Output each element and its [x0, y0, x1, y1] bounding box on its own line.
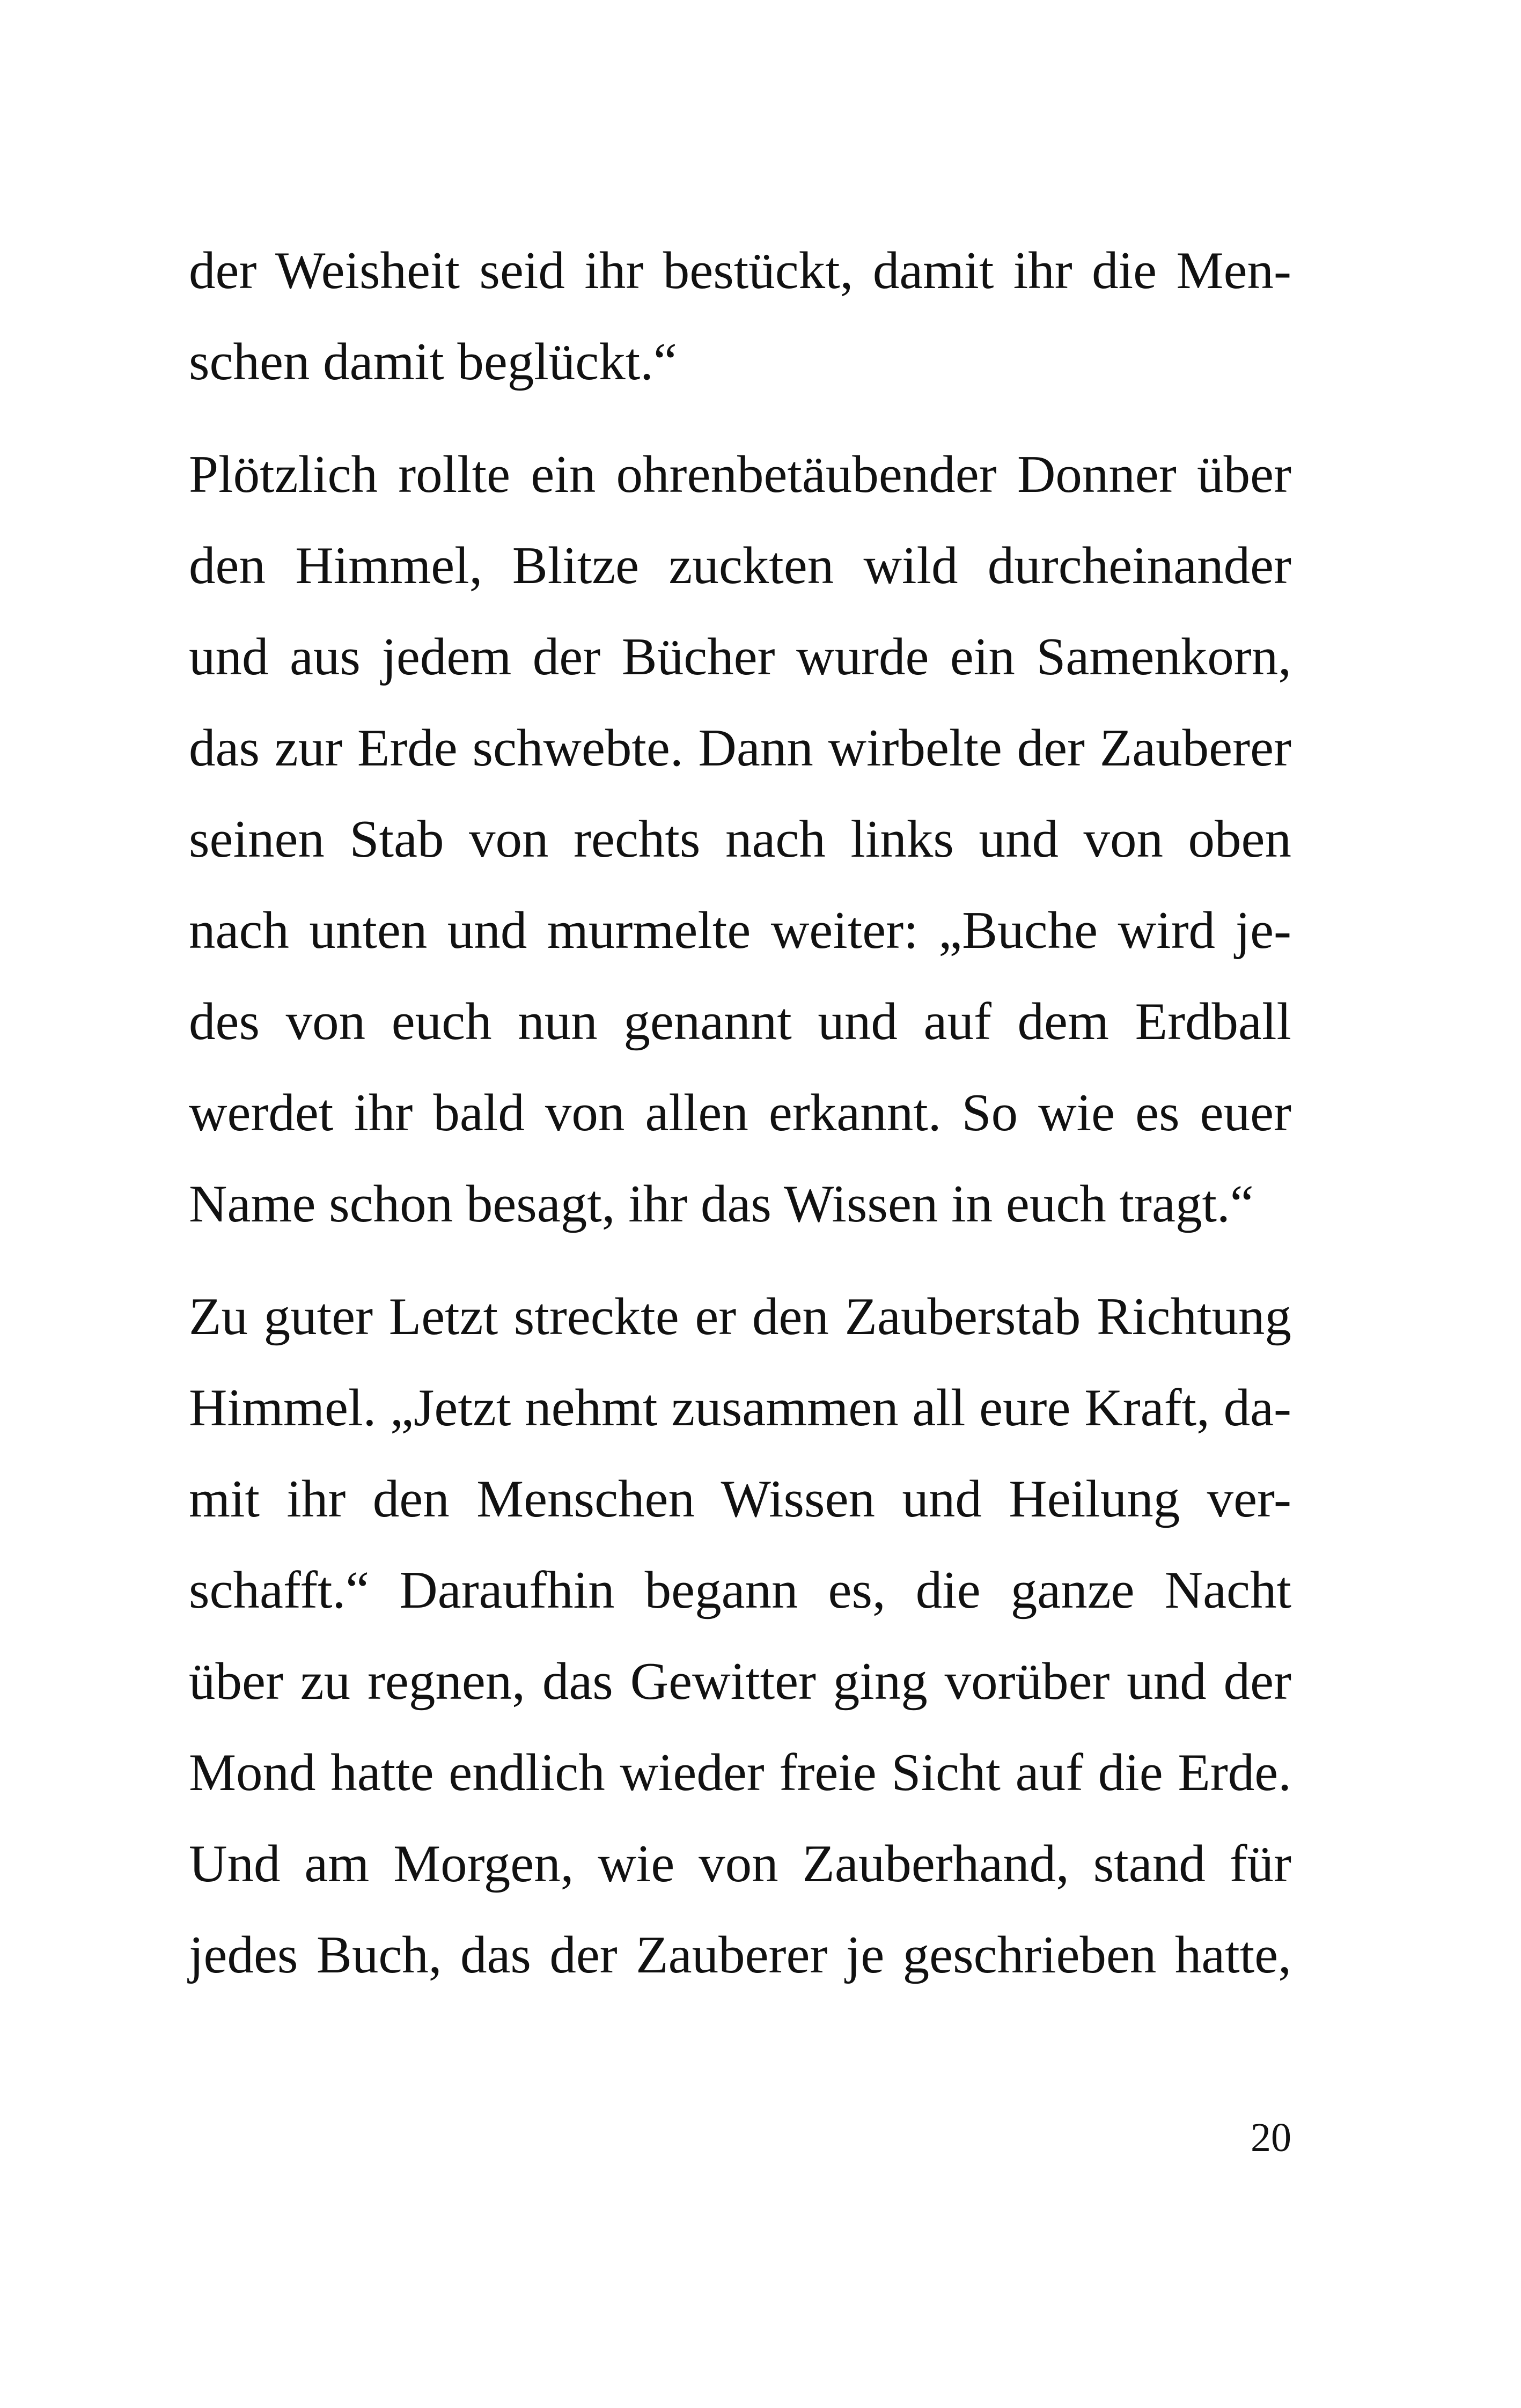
text-line: über zu regnen, das Gewitter ging vorüber und der [189, 1652, 1291, 1711]
text-line: jedes Buch, das der Zauberer je geschrieben hatte, [189, 1926, 1291, 1984]
text-line: nach unten und murmelte weiter: „Buche wird je- [189, 901, 1291, 960]
text-line: das zur Erde schwebte. Dann wirbelte der Zauberer [189, 719, 1291, 777]
text-line: den Himmel, Blitze zuckten wild durcheinander [189, 536, 1291, 595]
text-line: Und am Morgen, wie von Zauberhand, stand für [189, 1835, 1291, 1893]
text-line: Mond hatte endlich wieder freie Sicht auf die Erde. [189, 1743, 1291, 1802]
text-line: seinen Stab von rechts nach links und von oben [189, 810, 1291, 868]
text-line: Himmel. „Jetzt nehmt zusammen all eure Kraft, da- [189, 1379, 1291, 1437]
text-line: des von euch nun genannt und auf dem Erdball [189, 992, 1291, 1051]
text-line: Plötzlich rollte ein ohrenbetäubender Donner über [189, 445, 1291, 504]
text-line: mit ihr den Menschen Wissen und Heilung ver- [189, 1470, 1291, 1528]
page-number: 20 [1251, 2115, 1291, 2160]
text-line: Zu guter Letzt streckte er den Zauberstab Richtung [189, 1287, 1291, 1346]
text-line: der Weisheit seid ihr bestückt, damit ihr die Men- [189, 241, 1291, 300]
text-line: schafft.“ Daraufhin begann es, die ganze Nacht [189, 1561, 1291, 1619]
text-line: Name schon besagt, ihr das Wissen in euch tragt.“ [189, 1175, 1254, 1233]
text-line: schen damit beglückt.“ [189, 333, 677, 391]
text-line: und aus jedem der Bücher wurde ein Samenkorn, [189, 628, 1291, 686]
text-line: werdet ihr bald von allen erkannt. So wie es euer [189, 1084, 1291, 1142]
